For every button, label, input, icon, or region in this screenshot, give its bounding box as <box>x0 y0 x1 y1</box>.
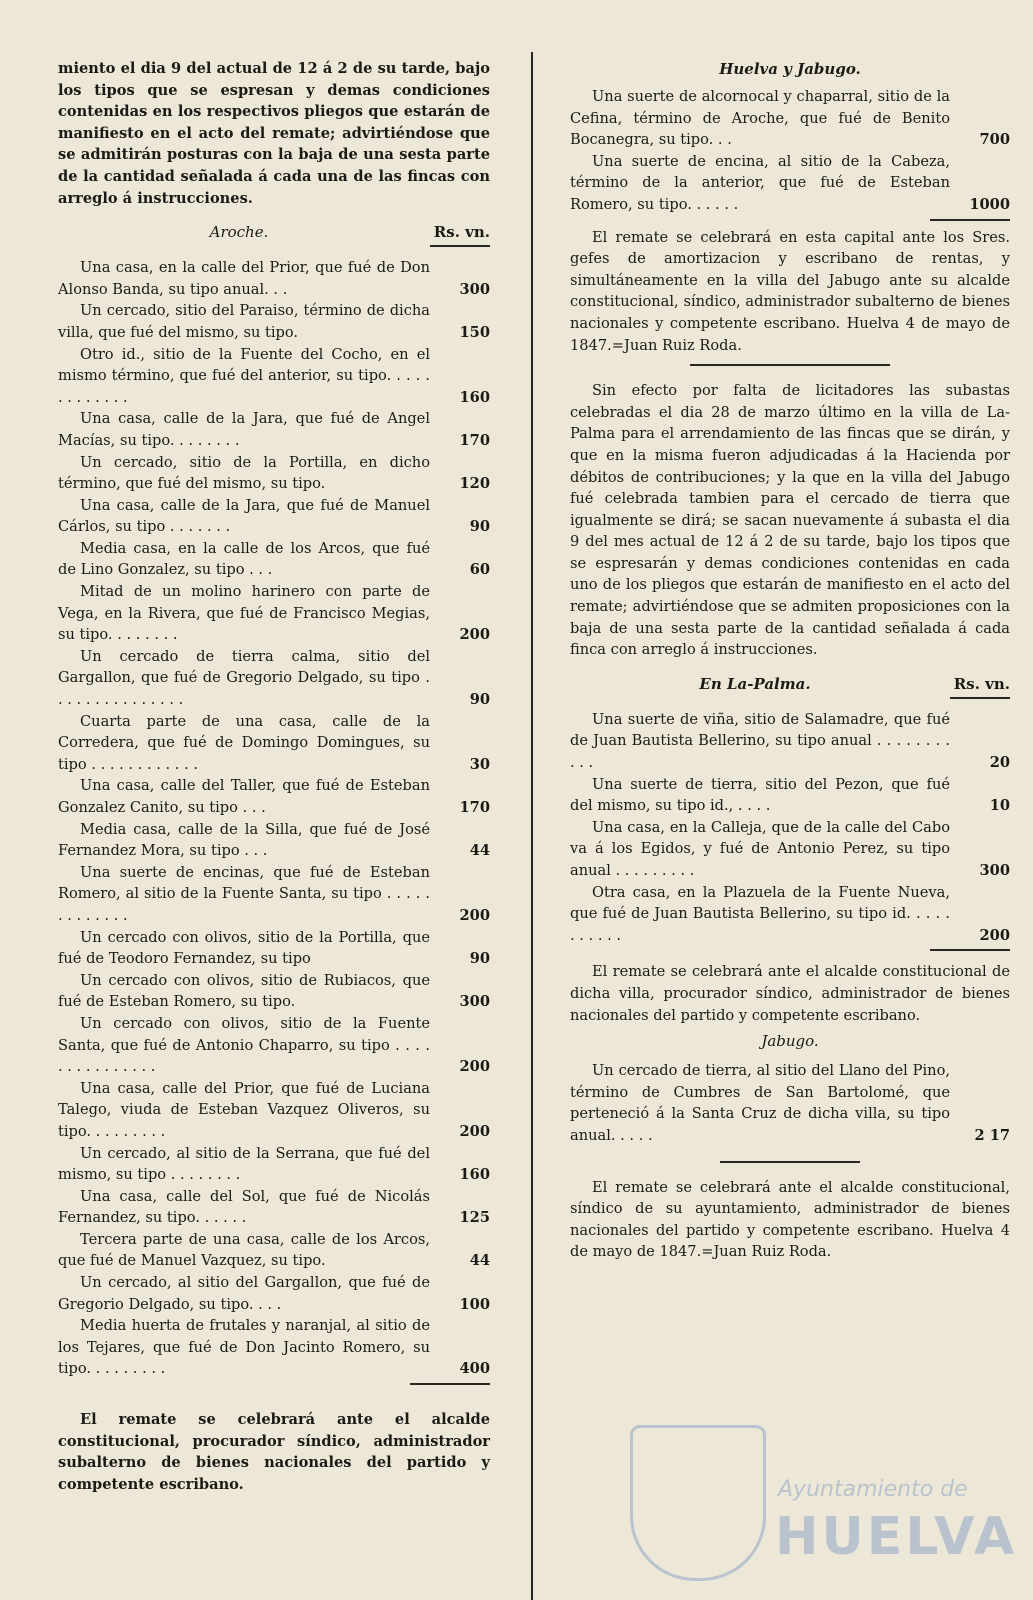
la-palma-list <box>570 709 1010 947</box>
aroche-item <box>58 1315 490 1380</box>
la-palma-item-price: 20 <box>989 754 1010 772</box>
coat-of-arms-icon <box>630 1425 766 1581</box>
aroche-header <box>58 223 490 241</box>
aroche-item-price: 200 <box>459 906 490 924</box>
aroche-item-desc: Una casa, calle del Sol, que fué de Nicolás Fernandez, su tipo. . . . . . <box>58 1187 430 1227</box>
aroche-item-price: 200 <box>459 1122 490 1140</box>
aroche-item <box>58 862 490 927</box>
aroche-item <box>58 1272 490 1315</box>
jabugo-closing: El remate se celebrará ante el alcalde constitucional, síndico de su ayuntamiento, administrador de bienes nacionales del partido y competente escribano. Huelva 4 de mayo de 1847.=Juan Ruiz Roda. <box>570 1178 1010 1261</box>
separator-rule-1 <box>690 364 890 366</box>
la-palma-item-desc: Una suerte de tierra, sitio del Pezon, que fué del mismo, su tipo id., . . . . <box>570 775 950 815</box>
aroche-item-price: 44 <box>469 842 490 860</box>
la-palma-item-price: 200 <box>979 926 1010 944</box>
la-palma-item-price: 10 <box>989 797 1010 815</box>
la-palma-item <box>570 709 1010 774</box>
column-divider <box>531 52 533 1600</box>
aroche-item-price: 160 <box>459 388 490 406</box>
aroche-item <box>58 1078 490 1143</box>
aroche-item-desc: Media casa, calle de la Silla, que fué de José Fernandez Mora, su tipo . . . <box>58 820 430 860</box>
aroche-item-price: 120 <box>459 475 490 493</box>
aroche-header-rule <box>430 245 490 247</box>
intro-paragraph: miento el dia 9 del actual de 12 á 2 de su tarde, bajo los tipos que se espresan y demas condiciones contenidas en los respectivos pliegos que estarán de manifiesto en el acto del remate; advirtiéndose que se admitirán posturas con la baja de una sesta parte de la cantidad señalada á cada una de las fincas con arreglo á instrucciones. <box>58 60 490 207</box>
jabugo-item-price: 2 17 <box>974 1126 1010 1144</box>
watermark-line2: HUELVA <box>775 1507 1018 1567</box>
right-column <box>570 58 1010 1263</box>
aroche-list <box>58 257 490 1380</box>
la-palma-item <box>570 774 1010 817</box>
aroche-item <box>58 495 490 538</box>
aroche-item-desc: Una casa, calle del Prior, que fué de Luciana Talego, viuda de Esteban Vazquez Oliveros, su tipo. . . . . . . . . <box>58 1079 430 1140</box>
aroche-item-price: 200 <box>459 626 490 644</box>
aroche-item <box>58 1143 490 1186</box>
aroche-item-price: 170 <box>459 431 490 449</box>
huelva-total-rule <box>930 219 1010 221</box>
aroche-item-price: 90 <box>469 518 490 536</box>
aroche-item-price: 150 <box>459 323 490 341</box>
jabugo-item <box>570 1060 1010 1146</box>
aroche-item-desc: Cuarta parte de una casa, calle de la Corredera, que fué de Domingo Domingues, su tipo . . . . . . . . . . . . <box>58 712 430 773</box>
aroche-closing: El remate se celebrará ante el alcalde constitucional, procurador síndico, administrador subalterno de bienes nacionales del partido y competente escribano. <box>58 1411 490 1493</box>
aroche-item-desc: Un cercado con olivos, sitio de la Portilla, que fué de Teodoro Fernandez, su tipo <box>58 928 430 968</box>
aroche-item-desc: Una casa, en la calle del Prior, que fué de Don Alonso Banda, su tipo anual. . . <box>58 259 430 298</box>
aroche-item-price: 200 <box>459 1058 490 1076</box>
aroche-item-price: 400 <box>459 1360 490 1378</box>
aroche-item-desc: Mitad de un molino harinero con parte de Vega, en la Rivera, que fué de Francisco Megias, su tipo. . . . . . . . <box>58 583 430 644</box>
aroche-item <box>58 819 490 862</box>
aroche-item <box>58 1186 490 1229</box>
aroche-item-desc: Otro id., sitio de la Fuente del Cocho, en el mismo término, que fué del anterior, su tipo. . . . . . . . . . . . . <box>58 345 430 406</box>
aroche-item-desc: Una casa, calle de la Jara, que fué de Angel Macías, su tipo. . . . . . . . <box>58 410 430 449</box>
aroche-item-price: 60 <box>469 561 490 579</box>
huelva-jabugo-heading: Huelva y Jabugo. <box>719 60 861 78</box>
la-palma-item-desc: Una suerte de viña, sitio de Salamadre, que fué de Juan Bautista Bellerino, su tipo anual . . . . . . . . . . . <box>570 710 950 772</box>
aroche-item-desc: Tercera parte de una casa, calle de los Arcos, que fué de Manuel Vazquez, su tipo. <box>58 1230 430 1270</box>
aroche-item-price: 44 <box>469 1252 490 1270</box>
aroche-item-desc: Media huerta de frutales y naranjal, al sitio de los Tejares, que fué de Don Jacinto Romero, su tipo. . . . . . . . . <box>58 1317 430 1378</box>
la-palma-item-price: 300 <box>979 862 1010 879</box>
la-palma-announcement: Sin efecto por falta de licitadores las subastas celebradas el dia 28 de marzo último en la villa de La-Palma para el arrendamiento de las fincas que se dirán, y que en la misma fueron adjudicadas á la Hacienda por débitos de contribuciones; y la que en la villa del Jabugo fué celebrada tambien para el cercado de tierra que igualmente se dirá; se sacan nuevamente á subasta el dia 9 del mes actual de 12 á 2 de su tarde, bajo los tipos que se espresarán y demas condiciones contenidas en cada uno de los pliegos que estarán de manifiesto en el acto del remate; advirtiéndose que se admiten proposiciones con la baja de una sesta parte de la cantidad señalada á cada finca con arreglo á instrucciones. <box>570 382 1010 659</box>
aroche-item-desc: Un cercado, al sitio de la Serrana, que fué del mismo, su tipo . . . . . . . . <box>58 1144 430 1184</box>
left-column <box>58 58 490 1495</box>
aroche-item <box>58 581 490 646</box>
la-palma-header-rule <box>950 697 1010 699</box>
huelva-jabugo-item-desc: Una suerte de encina, al sitio de la Cabeza, término de la anterior, que fué de Esteban Romero, su tipo. . . . . . <box>570 152 950 213</box>
aroche-item-desc: Una casa, calle del Taller, que fué de Esteban Gonzalez Canito, su tipo . . . <box>58 777 430 816</box>
huelva-jabugo-item-price: 700 <box>979 131 1010 149</box>
aroche-item-price: 160 <box>459 1166 490 1184</box>
aroche-item <box>58 408 490 451</box>
watermark-line1: Ayuntamiento de <box>778 1477 968 1502</box>
ayuntamiento-watermark <box>630 1395 1018 1600</box>
huelva-jabugo-item <box>570 86 1010 151</box>
huelva-jabugo-item <box>570 151 1010 216</box>
aroche-item <box>58 538 490 581</box>
huelva-jabugo-item-desc: Una suerte de alcornocal y chaparral, sitio de la Cefina, término de Aroche, que fué de Benito Bocanegra, su tipo. . . <box>570 88 950 149</box>
aroche-item-desc: Un cercado, al sitio del Gargallon, que fué de Gregorio Delgado, su tipo. . . . <box>58 1274 430 1313</box>
aroche-item <box>58 927 490 970</box>
aroche-item-price: 300 <box>459 280 490 298</box>
huelva-jabugo-item-price: 1000 <box>969 195 1010 213</box>
la-palma-title: En La-Palma. <box>699 674 811 693</box>
aroche-item-desc: Una suerte de encinas, que fué de Esteban Romero, al sitio de la Fuente Santa, su tipo . . . . . . . . . . . . . <box>58 863 430 924</box>
la-palma-closing: El remate se celebrará ante el alcalde constitucional de dicha villa, procurador síndico, administrador de bienes nacionales del partido y competente escribano. <box>570 963 1010 1024</box>
aroche-item <box>58 1013 490 1078</box>
aroche-item <box>58 711 490 776</box>
aroche-item-desc: Una casa, calle de la Jara, que fué de Manuel Cárlos, su tipo . . . . . . . <box>58 496 430 536</box>
la-palma-header <box>570 675 1010 693</box>
la-palma-total-rule <box>930 949 1010 951</box>
aroche-item-desc: Un cercado con olivos, sitio de la Fuente Santa, que fué de Antonio Chaparro, su tipo . . . . . . . . . . . . . . . <box>58 1014 430 1076</box>
aroche-item <box>58 646 490 711</box>
aroche-item <box>58 775 490 818</box>
aroche-item <box>58 344 490 409</box>
aroche-item <box>58 257 490 300</box>
aroche-item-price: 90 <box>469 950 490 968</box>
aroche-item-desc: Un cercado, sitio del Paraiso, término de dicha villa, que fué del mismo, su tipo. <box>58 302 430 341</box>
aroche-item-desc: Un cercado con olivos, sitio de Rubiacos, que fué de Esteban Romero, su tipo. <box>58 971 430 1011</box>
aroche-total-rule <box>410 1383 490 1385</box>
la-palma-item <box>570 817 1010 882</box>
aroche-title: Aroche. <box>209 223 269 242</box>
aroche-item-price: 125 <box>459 1209 490 1227</box>
aroche-item-price: 30 <box>469 755 490 773</box>
la-palma-item <box>570 882 1010 947</box>
aroche-item <box>58 1229 490 1272</box>
aroche-item <box>58 970 490 1013</box>
huelva-jabugo-list <box>570 86 1010 216</box>
aroche-unit: Rs. vn. <box>433 223 490 242</box>
aroche-item-price: 170 <box>459 799 490 816</box>
la-palma-item-desc: Otra casa, en la Plazuela de la Fuente Nueva, que fué de Juan Bautista Bellerino, su tipo id. . . . . . . . . . . <box>570 883 950 944</box>
huelva-paragraph: El remate se celebrará en esta capital ante los Sres. gefes de amortizacion y escribano de rentas, y simultáneamente en la villa del Jabugo ante su alcalde constitucional, síndico, administrador subalterno de bienes nacionales y competente escribano. Huelva 4 de mayo de 1847.=Juan Ruiz Roda. <box>570 228 1010 354</box>
la-palma-item-desc: Una casa, en la Calleja, que de la calle del Cabo va á los Egidos, y fué de Antonio Perez, su tipo anual . . . . . . . . . <box>570 818 950 879</box>
aroche-item-price: 100 <box>459 1295 490 1313</box>
aroche-item-price: 300 <box>459 993 490 1011</box>
aroche-item-desc: Media casa, en la calle de los Arcos, que fué de Lino Gonzalez, su tipo . . . <box>58 539 430 579</box>
aroche-item <box>58 300 490 343</box>
aroche-item-price: 90 <box>469 691 490 709</box>
jabugo-item-desc: Un cercado de tierra, al sitio del Llano del Pino, término de Cumbres de San Bartolomé, que perteneció á la Santa Cruz de dicha villa, su tipo anual. . . . . <box>570 1062 950 1144</box>
aroche-item-desc: Un cercado de tierra calma, sitio del Gargallon, que fué de Gregorio Delgado, su tipo . . . . . . . . . . . . . . . <box>58 647 430 709</box>
jabugo-title: Jabugo. <box>761 1032 819 1051</box>
aroche-item-desc: Un cercado, sitio de la Portilla, en dicho término, que fué del mismo, su tipo. <box>58 453 430 493</box>
la-palma-unit: Rs. vn. <box>953 674 1010 693</box>
separator-rule-2 <box>720 1161 860 1163</box>
aroche-item <box>58 452 490 495</box>
